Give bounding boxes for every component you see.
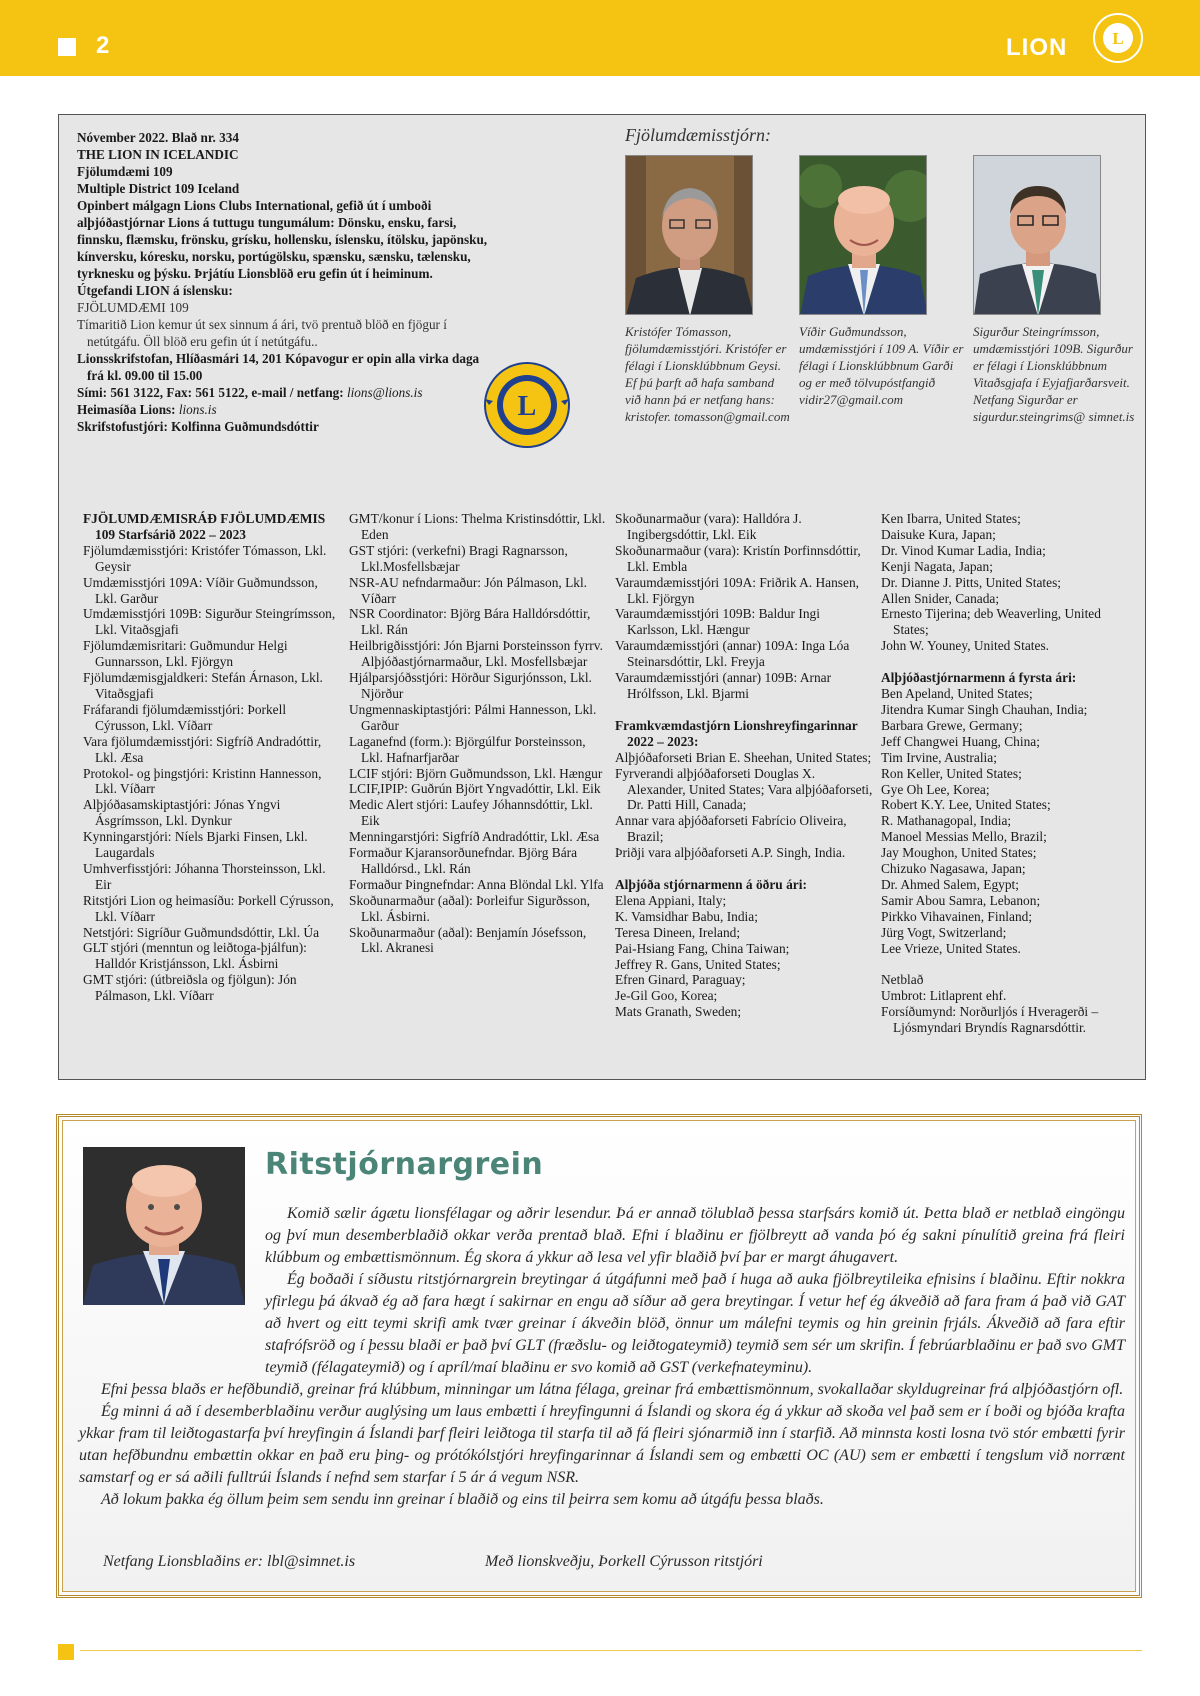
column-entry: Vara fjölumdæmisstjóri: Sigfríð Andradóttir, Lkl. Æsa: [83, 733, 322, 765]
column-entry: Skoðunarmaður (aðal): Þorleifur Sigurðsson, Lkl. Ásbirni.: [349, 892, 590, 924]
column-entry: Samir Abou Samra, Lebanon;: [881, 892, 1041, 908]
masthead-box: [58, 114, 1146, 1080]
editorial-email: Netfang Lionsblaðins er: lbl@simnet.is: [103, 1553, 356, 1570]
column-entry: Fyrverandi alþjóðaforseti Douglas X. Alexander, United States; Vara alþjóðaforseti, Dr. Patti Hill, Canada;: [615, 765, 873, 813]
column-entry: Kenji Nagata, Japan;: [881, 558, 993, 574]
column-entry: Þriðji vara alþjóðaforseti A.P. Singh, India.: [615, 845, 846, 861]
column-heading: Alþjóða stjórnarmenn á öðru ári:: [615, 877, 807, 893]
column-entry: Pirkko Vihavainen, Finland;: [881, 908, 1033, 924]
lions-logo-icon: [1092, 12, 1144, 64]
editorial-body: [79, 1203, 1125, 1511]
column-entry: Hjálparsjóðsstjóri: Hörður Sigurjónsson, Lkl. Njörður: [349, 670, 592, 701]
column-entry: Daisuke Kura, Japan;: [881, 526, 996, 542]
column-entry: Umhverfisstjóri: Jóhanna Thorsteinsson, Lkl. Eir: [83, 860, 326, 892]
column-entry: Pai-Hsiang Fang, China Taiwan;: [615, 940, 790, 956]
column-entry: Fráfarandi fjölumdæmisstjóri: Þorkell Cýrusson, Lkl. Víðarr: [83, 701, 287, 733]
column-entry: K. Vamsidhar Babu, India;: [615, 908, 758, 924]
column-entry: LCIF stjóri: Björn Guðmundsson, Lkl. Hængur: [349, 765, 603, 781]
column-entry: Formaður Þingnefndar: Anna Blöndal Lkl. Ylfa: [349, 876, 604, 892]
editorial-paragraph-4: Ég minni á að í desemberblaðinu verður auglýsing um laus embætti í hreyfingunni á Íslandi og skora ég á ykkur að skoða vel það sem er í boði og bjóða krafta ykkar fram til leiðtogastarfa því hreyfingin á Íslandi þarf fleiri leiðtoga til starfa til að fá fleiri sjónarmið inn í starfið. Að minnsta kosti losna tvö stór embætti fyrir utan hefðbundnu embættin okkar en það eru þing- og prótókólstjóri hreyfingarinnar á Íslandi sem og embætti OC (AU) sem er embætti í tengslum við norrænt samstarf og er sá aðili fulltrúi Íslands í nefnd sem starfar í 5 ár á vegum NSR.: [79, 1403, 1125, 1486]
column-entry: Skoðunarmaður (aðal): Benjamín Jósefsson, Lkl. Akranesi: [349, 924, 587, 956]
column-heading: Framkvæmdastjórn Lionshreyfingarinnar 2022 – 2023:: [615, 717, 858, 749]
page-number: 2: [96, 32, 110, 59]
column-spacer: [615, 702, 873, 718]
column-entry: Robert K.Y. Lee, United States;: [881, 797, 1051, 813]
column-entry: Kynningarstjóri: Níels Bjarki Finsen, Lkl. Laugardals: [83, 829, 308, 861]
portrait-kristofer: [625, 155, 753, 315]
column-entry: Protokol- og þingstjóri: Kristinn Hannesson, Lkl. Víðarr: [83, 765, 322, 797]
column-entry: Lee Vrieze, United States.: [881, 940, 1021, 956]
column-entry: Ungmennaskiptastjóri: Pálmi Hannesson, Lkl. Garður: [349, 701, 597, 733]
column-entry: Barbara Grewe, Germany;: [881, 717, 1023, 733]
column-entry: Ritstjóri Lion og heimasíðu: Þorkell Cýrusson, Lkl. Víðarr: [83, 892, 334, 924]
website-link[interactable]: lions.is: [178, 402, 217, 417]
district-line: Fjölumdæmi 109: [77, 164, 173, 179]
publisher-name: FJÖLUMDÆMI 109: [77, 300, 189, 315]
column-entry: Fjölumdæmisstjóri: Kristófer Tómasson, Lkl. Geysir: [83, 542, 327, 574]
column-2: [349, 511, 607, 956]
column-entry: GMT/konur í Lions: Thelma Kristinsdóttir, Lkl. Eden: [349, 511, 606, 542]
column-heading: FJÖLUMDÆMISRÁÐ FJÖLUMDÆMIS 109 Starfsárið 2022 – 2023: [83, 511, 326, 542]
caption-kristofer: Kristófer Tómasson, fjölumdæmisstjóri. Kristófer er félagi í Lionsklúbbnum Geysi. Ef þú þarft að hafa samband við hann þá er netfang hans: kristofer. tomasson@gmail.com: [625, 324, 790, 424]
editorial-box: [56, 1114, 1142, 1598]
svg-text:L: L: [517, 391, 537, 422]
column-spacer: [615, 861, 873, 877]
column-entry: Varaumdæmisstjóri 109B: Baldur Ingi Karlsson, Lkl. Hængur: [615, 606, 820, 638]
column-entry: GMT stjóri: (útbreiðsla og fjölgun): Jón Pálmason, Lkl. Víðarr: [83, 972, 297, 1004]
column-entry: Alþjóðaforseti Brian E. Sheehan, United States;: [615, 749, 872, 765]
column-entry: Varaumdæmisstjóri (annar) 109B: Arnar Hrólfsson, Lkl. Bjarmi: [615, 670, 832, 701]
editorial-signature: Með lionskveðju, Þorkell Cýrusson ritstjóri: [485, 1553, 763, 1570]
column-entry: Annar vara aþjóðaforseti Fabrício Oliveira, Brazil;: [615, 813, 847, 845]
column-1: [83, 511, 341, 1004]
column-entry: Jay Moughon, United States;: [881, 845, 1037, 861]
column-entry: Skoðunarmaður (vara): Kristín Þorfinnsdóttir, Lkl. Embla: [615, 542, 861, 574]
column-entry: Medic Alert stjóri: Laufey Jóhannsdóttir, Lkl. Eik: [349, 797, 593, 829]
title-line: THE LION IN ICELANDIC: [77, 147, 239, 162]
column-entry: Teresa Dineen, Ireland;: [615, 924, 741, 940]
editorial-inner-frame: [62, 1120, 1136, 1592]
column-entry: Allen Snider, Canada;: [881, 590, 1000, 606]
column-entry: Fjölumdæmisgjaldkeri: Stefán Árnason, Lkl. Vitaðsgjafi: [83, 670, 323, 701]
column-entry: Ernesto Tijerina; deb Weaverling, United States;: [881, 606, 1101, 638]
column-entry: Heilbrigðisstjóri: Jón Bjarni Þorsteinsson fyrrv. Alþjóðastjórnarmaður, Lkl. Mosfellsbæjar: [349, 638, 603, 670]
footer-square: [58, 1644, 74, 1660]
column-entry: NSR-AU nefndarmaður: Jón Pálmason, Lkl. Víðarr: [349, 574, 588, 606]
office-director: Skrifstofustjóri: Kolfinna Guðmundsdóttir: [77, 419, 319, 434]
footer-rule: [80, 1650, 1142, 1651]
column-entry: GLT stjóri (menntun og leiðtoga-þjálfun): Halldór Kristjánsson, Lkl. Ásbirni: [83, 940, 307, 972]
column-heading: Alþjóðastjórnarmenn á fyrsta ári:: [881, 670, 1077, 686]
editorial-paragraph-5: Að lokum þakka ég öllum þeim sem sendu inn greinar í blaðið og eins til þeirra sem komu að útgáfu þessa blaðs.: [101, 1491, 824, 1508]
caption-vidir: Víðir Guðmundsson, umdæmisstjóri í 109 A. Víðir er félagi í Lionsklúbbnum Garði og er með tölvupóstfangið vidir27@gmail.com: [799, 324, 964, 407]
office-address: Lionsskrifstofan, Hlíðasmári 14, 201 Kópavogur er opin alla virka daga frá kl. 09.00 til 15.00: [77, 351, 480, 383]
frequency-text: Tímaritið Lion kemur út sex sinnum á ári, tvö prentuð blöð en fjögur í netútgáfu. Öll blöð eru gefin út í netútgáfu..: [77, 317, 447, 349]
column-entry: Ron Keller, United States;: [881, 765, 1022, 781]
column-spacer: [881, 654, 1139, 670]
publication-info: [77, 129, 497, 435]
website-line: Heimasíða Lions: lions.is: [77, 402, 217, 417]
district-en-line: Multiple District 109 Iceland: [77, 181, 240, 196]
column-3: [615, 511, 873, 1020]
column-entry: Efren Ginard, Paraguay;: [615, 972, 746, 988]
column-entry: Umdæmisstjóri 109B: Sigurður Steingrímsson, Lkl. Vitaðsgjafi: [83, 606, 336, 638]
column-entry: Mats Granath, Sweden;: [615, 1004, 742, 1020]
editorial-paragraph-3: Efni þessa blaðs er hefðbundið, greinar frá klúbbum, minningar um látna félaga, greinar frá embættismönnum, svokallaðar skyldugreinar frá alþjóðastjórn ofl.: [101, 1381, 1124, 1398]
email-link[interactable]: lions@lions.is: [346, 385, 423, 400]
column-entry: Menningarstjóri: Sigfríð Andradóttir, Lkl. Æsa: [349, 829, 600, 845]
column-entry: Alþjóðasamskiptastjóri: Jónas Yngvi Ásgrímsson, Lkl. Dynkur: [83, 797, 281, 829]
column-entry: Dr. Ahmed Salem, Egypt;: [881, 876, 1019, 892]
issue-line: Nóvember 2022. Blað nr. 334: [77, 130, 239, 145]
column-entry: Forsíðumynd: Norðurljós í Hveragerði – Ljósmyndari Bryndís Ragnarsdóttir.: [881, 1004, 1099, 1036]
column-entry: Dr. Dianne J. Pitts, United States;: [881, 574, 1062, 590]
column-entry: Varaumdæmisstjóri (annar) 109A: Inga Lóa Steinarsdóttir, Lkl. Freyja: [615, 638, 850, 670]
column-entry: Formaður Kjaransorðunefndar. Björg Bára Halldórsd., Lkl. Rán: [349, 845, 578, 876]
column-entry: R. Mathanagopal, India;: [881, 813, 1012, 829]
lions-international-emblem-icon: [483, 361, 571, 449]
column-entry: Ben Apeland, United States;: [881, 686, 1033, 702]
editorial-paragraph-1: Komið sælir ágætu lionsfélagar og aðrir lesendur. Þá er annað tölublað þessa starfsárs komið út. Þetta blað er netblað eingöngu og því mun desemberblaðið okkar verða prentað blað. Efni í blaðinu er fjölbreytt að vanda þó ég sakni pínulítið greina frá fleiri klúbbum og embættismönnum. Ég skora á ykkur að lesa vel yfir blaðið því þar er margt áhugavert.: [265, 1205, 1125, 1266]
column-entry: GST stjóri: (verkefni) Bragi Ragnarsson, Lkl.Mosfellsbæjar: [349, 542, 568, 574]
column-entry: Laganefnd (form.): Björgúlfur Þorsteinsson, Lkl. Hafnarfjarðar: [349, 733, 586, 765]
svg-text:L: L: [1112, 29, 1124, 48]
column-entry: Umdæmisstjóri 109A: Víðir Guðmundsson, Lkl. Garður: [83, 574, 318, 606]
board-title: Fjölumdæmisstjórn:: [625, 125, 772, 145]
column-entry: Jürg Vogt, Switzerland;: [881, 924, 1007, 940]
column-entry: Elena Appiani, Italy;: [615, 892, 727, 908]
column-entry: LCIF,IPIP: Guðrún Björt Yngvadóttir, Lkl. Eik: [349, 781, 601, 797]
column-entry: Jeffrey R. Gans, United States;: [615, 956, 781, 972]
column-entry: NSR Coordinator: Björg Bára Halldórsdóttir, Lkl. Rán: [349, 606, 591, 638]
column-entry: Ken Ibarra, United States;: [881, 511, 1021, 526]
column-entry: Gye Oh Lee, Korea;: [881, 781, 990, 797]
portrait-vidir: [799, 155, 927, 315]
publisher-label: Útgefandi LION á íslensku:: [77, 283, 233, 298]
column-entry: Dr. Vinod Kumar Ladia, India;: [881, 542, 1046, 558]
column-entry: Manoel Messias Mello, Brazil;: [881, 829, 1047, 845]
page-header: [0, 0, 1200, 76]
column-entry: John W. Youney, United States.: [881, 638, 1050, 654]
column-entry: Skoðunarmaður (vara): Halldóra J. Ingibergsdóttir, Lkl. Eik: [615, 511, 802, 542]
column-entry: Netstjóri: Sigríður Guðmundsdóttir, Lkl. Úa: [83, 924, 320, 940]
portrait-sigurdur: [973, 155, 1101, 315]
caption-sigurdur: Sigurður Steingrímsson, umdæmisstjóri 109B. Sigurður er félagi í Lionsklúbbnum Vitaðsgjafa í Eyjafjarðarsveit. Netfang Sigurðar er sigurdur.steingrims@ simnet.is: [973, 324, 1135, 424]
column-entry: Netblað: [881, 972, 924, 988]
magazine-brand: LION: [1006, 34, 1068, 61]
editorial-title: Ritstjórnargrein: [265, 1147, 544, 1182]
header-square: [58, 38, 76, 56]
editorial-paragraph-2: Ég boðaði í síðustu ritstjórnargrein breytingar á útgáfunni með það í huga að auka fjölbreytileika efnisins í blaðinu. Eftir nokkra yfirlegu þá ákvað ég að fara hægt í sakirnar en engu að síður að gera breytingar. Í vetur hef ég ákveðið að fara fram á það við GAT að hvert og eitt teymi skrifi amk tvær greinar í ákveðin blöð, önnur um málefni teymis og hin greinin frjáls. Ákveðið að fara eftir stafrófsröð og í þessu blaði er það því GLT (fræðslu- og leiðtogateymið) teymið sem sér um skrifin. Í febrúarblaðinu er það svo GMT teymið (félagateymið) og í apríl/maí blaðinu er svo komið að GST (verkefnateyminu).: [265, 1271, 1125, 1376]
contact-line: Sími: 561 3122, Fax: 561 5122, e-mail / netfang: lions@lions.is: [77, 385, 423, 400]
column-4: [881, 511, 1139, 1036]
column-entry: Jitendra Kumar Singh Chauhan, India;: [881, 701, 1088, 717]
column-entry: Jeff Changwei Huang, China;: [881, 733, 1040, 749]
official-organ-text: Opinbert málgagn Lions Clubs International, gefið út í umboði alþjóðastjórnar Lions á tuttugu tungumálum: Dönsku, ensku, farsi, finnsku, flæmsku, frönsku, grísku, hollensku, íslensku, ítölsku, japönsku, kínversku, kóresku, norsku, portúgölsku, spænsku, sænsku, tælensku, tyrknesku og þýsku. Þrjátíu Lionsblöð eru gefin út í heiminum.: [77, 198, 488, 281]
column-entry: Umbrot: Litlaprent ehf.: [881, 988, 1007, 1004]
column-spacer: [881, 956, 1139, 972]
column-entry: Fjölumdæmisritari: Guðmundur Helgi Gunnarsson, Lkl. Fjörgyn: [83, 638, 288, 670]
column-entry: Tim Irvine, Australia;: [881, 749, 997, 765]
column-entry: Chizuko Nagasawa, Japan;: [881, 861, 1026, 877]
column-entry: Je-Gil Goo, Korea;: [615, 988, 718, 1004]
column-entry: Varaumdæmisstjóri 109A: Friðrik A. Hansen, Lkl. Fjörgyn: [615, 574, 859, 606]
